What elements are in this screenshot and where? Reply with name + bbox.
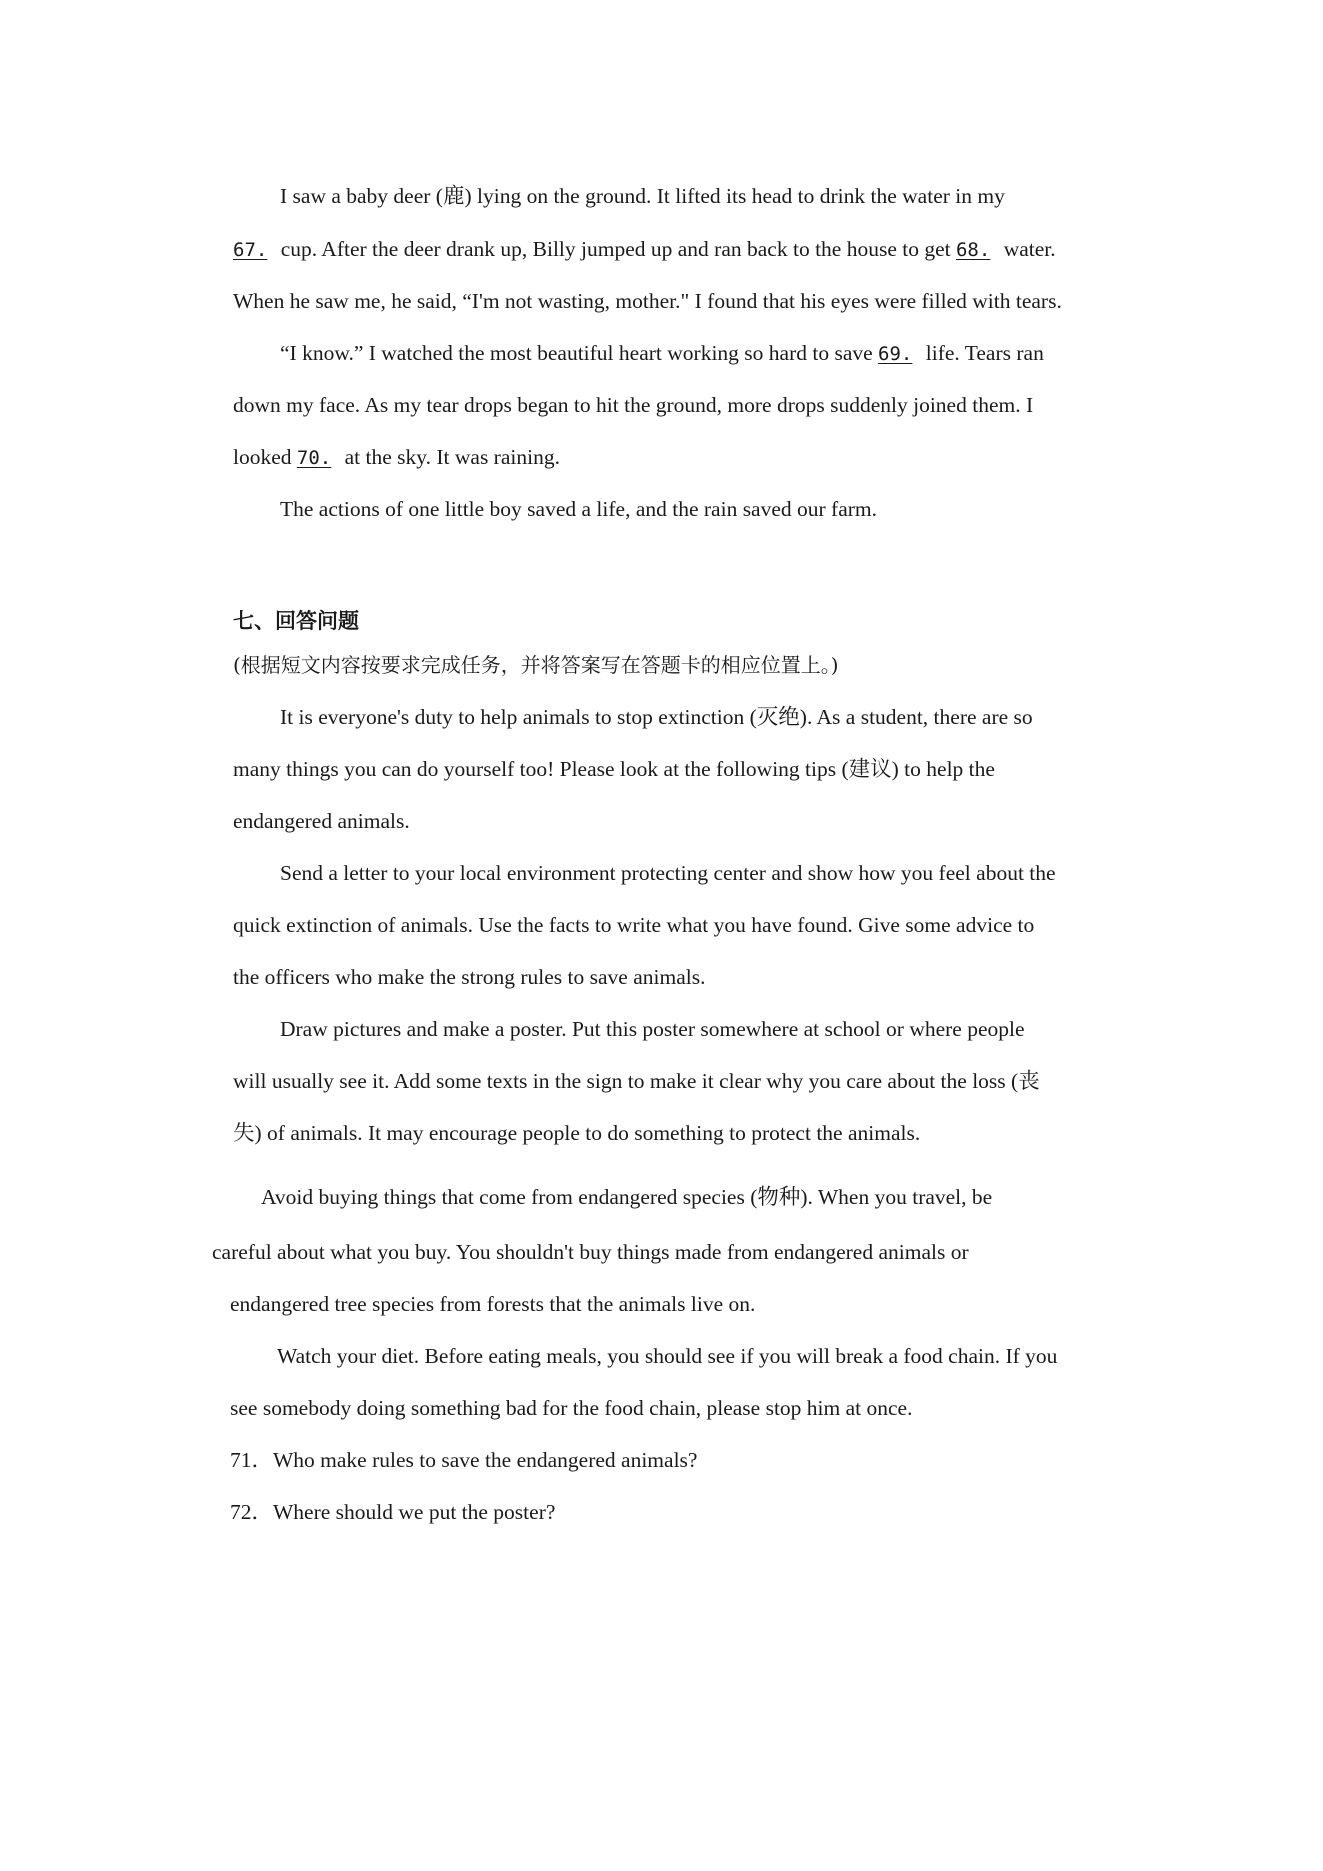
cloze-p2-line1-end: life. Tears ran bbox=[925, 341, 1044, 365]
reading-line-14: see somebody doing something bad for the food chain, please stop him at once. bbox=[230, 1396, 913, 1420]
reading-line-1: It is everyone's duty to help animals to stop extinction (灭绝). As a student, there are so bbox=[280, 705, 1033, 729]
reading-line-12: endangered tree species from forests that the animals live on. bbox=[230, 1292, 756, 1316]
reading-line-10: Avoid buying things that come from endangered species (物种). When you travel, be bbox=[261, 1185, 993, 1209]
blank-68[interactable]: 68. bbox=[955, 239, 991, 261]
cloze-p2-line1 bbox=[280, 338, 1044, 369]
cloze-p2-line3-text: looked bbox=[233, 445, 292, 469]
cloze-p3: The actions of one little boy saved a life, and the rain saved our farm. bbox=[280, 497, 878, 521]
reading-line-13: Watch your diet. Before eating meals, you should see if you will break a food chain. If you bbox=[277, 1344, 1058, 1368]
cloze-p1-line2 bbox=[233, 234, 1056, 265]
reading-line-2: many things you can do yourself too! Please look at the following tips (建议) to help the bbox=[233, 757, 995, 781]
section-instruction: (根据短文内容按要求完成任务，并将答案写在答题卡的相应位置上。) bbox=[233, 653, 839, 677]
blank-69[interactable]: 69. bbox=[878, 343, 913, 365]
section-heading: 七、回答问题 bbox=[233, 609, 359, 633]
blank-70[interactable]: 70. bbox=[296, 447, 332, 469]
reading-line-7: Draw pictures and make a poster. Put this poster somewhere at school or where people bbox=[280, 1017, 1025, 1041]
cloze-p2-line1-text: “I know.” I watched the most beautiful heart working so hard to save bbox=[280, 341, 873, 365]
reading-line-4: Send a letter to your local environment protecting center and show how you feel about the bbox=[280, 861, 1056, 885]
reading-line-11: careful about what you buy. You shouldn't buy things made from endangered animals or bbox=[212, 1240, 969, 1264]
reading-line-3: endangered animals. bbox=[233, 809, 410, 833]
cloze-p1-line2-end: water. bbox=[1003, 237, 1056, 261]
cloze-p1-line2-text: cup. After the deer drank up, Billy jumped up and ran back to the house to get bbox=[280, 237, 951, 261]
cloze-p2-line3 bbox=[233, 442, 560, 473]
reading-line-6: the officers who make the strong rules to save animals. bbox=[233, 965, 706, 989]
reading-line-5: quick extinction of animals. Use the facts to write what you have found. Give some advice to bbox=[233, 913, 1035, 937]
cloze-p2-line3-end: at the sky. It was raining. bbox=[344, 445, 560, 469]
reading-line-9: 失) of animals. It may encourage people to do something to protect the animals. bbox=[233, 1121, 921, 1145]
cloze-p1-line1: I saw a baby deer (鹿) lying on the ground. It lifted its head to drink the water in my bbox=[280, 184, 1005, 208]
question-72: 72．Where should we put the poster? bbox=[230, 1500, 556, 1524]
question-71: 71．Who make rules to save the endangered animals? bbox=[230, 1448, 698, 1472]
reading-line-8: will usually see it. Add some texts in the sign to make it clear why you care about the loss (丧 bbox=[233, 1069, 1040, 1093]
cloze-p2-line2: down my face. As my tear drops began to hit the ground, more drops suddenly joined them. I bbox=[233, 393, 1034, 417]
blank-67[interactable]: 67. bbox=[233, 239, 268, 261]
cloze-p1-line3: When he saw me, he said, “I'm not wasting, mother." I found that his eyes were filled with tears. bbox=[233, 289, 1062, 313]
